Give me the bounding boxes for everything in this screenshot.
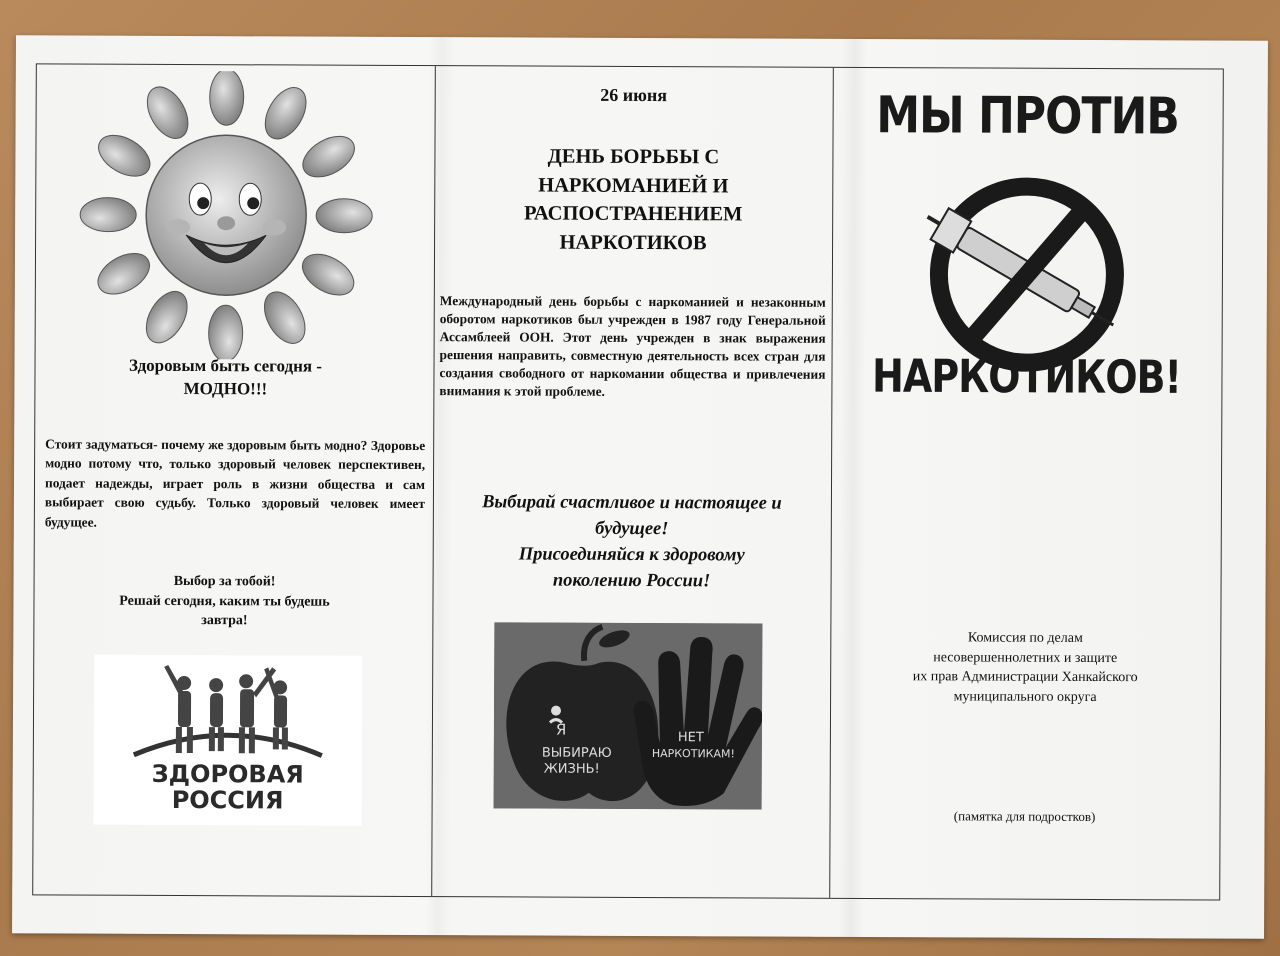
poster-hand-text1: НЕТ xyxy=(677,730,704,746)
event-body-text: Международный день борьбы с наркоманией и незаконным оборотом наркотиков был учрежден в 1987 году Генеральной Ассамблеей ООН. Этот день учрежден в знак выражения решения направить, совместную деятельность всех стран для создания свободного от наркомании общества и привлечения внимания к этой проблеме. xyxy=(439,293,826,400)
apple-and-hand-icon xyxy=(494,622,763,809)
poster-apple-text1: Я xyxy=(555,720,567,739)
logo-line1: ЗДОРОВАЯ xyxy=(151,759,304,789)
logo-line2: РОССИЯ xyxy=(171,786,284,815)
healthy-slogan xyxy=(65,354,385,401)
healthy-body-text: Стоит задуматься- почему же здоровым быть модно? Здоровье модно потому что, только здоровый человек перспективен, подает надежды, играет роль в жизни общества и сам выбирает свою судьбу. Только здоровый человек имеет будущее. xyxy=(44,436,426,530)
drugs-title: НАРКОТИКОВ! xyxy=(871,349,1182,404)
leaflet-frame xyxy=(32,63,1224,900)
event-title-line3: РАСПОСТРАНЕНИЕМ xyxy=(523,202,743,226)
healthy-slogan-line1: Здоровым быть сегодня - xyxy=(129,355,323,376)
call-to-action xyxy=(437,490,827,595)
event-title-line1: ДЕНЬ БОРЬБЫ С xyxy=(547,145,720,169)
healthy-russia-logo xyxy=(94,655,363,826)
event-title xyxy=(464,142,802,258)
healthy-russia-logo-text xyxy=(94,761,362,815)
call-line2: будущее! xyxy=(595,518,669,540)
poster-apple-text3: ЖИЗНЬ! xyxy=(543,761,600,777)
org-line1: Комиссия по делам xyxy=(967,630,1083,646)
panel-middle xyxy=(431,66,833,898)
panel-left xyxy=(33,64,435,896)
org-line4: муниципального округа xyxy=(953,689,1097,705)
choice-block xyxy=(74,572,374,632)
healthy-slogan-line2: МОДНО!!! xyxy=(183,378,268,399)
call-line3: Присоединяйся к здоровому xyxy=(518,544,745,566)
event-title-line4: НАРКОТИКОВ xyxy=(559,231,707,255)
people-silhouettes-icon xyxy=(94,655,362,762)
poster-apple-text2: ВЫБИРАЮ xyxy=(541,745,612,761)
event-title-line2: НАРКОМАНИЕЙ И xyxy=(538,174,729,198)
leaflet-sheet xyxy=(12,35,1268,938)
choose-life-poster xyxy=(494,622,763,809)
call-line4: поколению России! xyxy=(552,570,711,591)
smiling-sun-illustration xyxy=(56,70,397,359)
event-date: 26 июня xyxy=(600,84,668,106)
commission-name xyxy=(850,628,1200,708)
org-line2: несовершеннолетних и защите xyxy=(933,649,1118,666)
poster-hand-text2: НАРКОТИКАМ! xyxy=(651,747,735,761)
org-line3: их прав Администрации Ханкайского xyxy=(912,669,1138,686)
choice-line1: Выбор за тобой! xyxy=(173,573,276,590)
choice-line3: завтра! xyxy=(201,613,248,629)
panel-right xyxy=(829,68,1223,900)
call-line1: Выбирай счастливое и настоящее и xyxy=(482,492,782,514)
choice-line2: Решай сегодня, каким ты будешь xyxy=(119,593,330,610)
audience-note: (памятка для подростков) xyxy=(953,808,1096,824)
against-title: МЫ ПРОТИВ xyxy=(876,86,1180,147)
